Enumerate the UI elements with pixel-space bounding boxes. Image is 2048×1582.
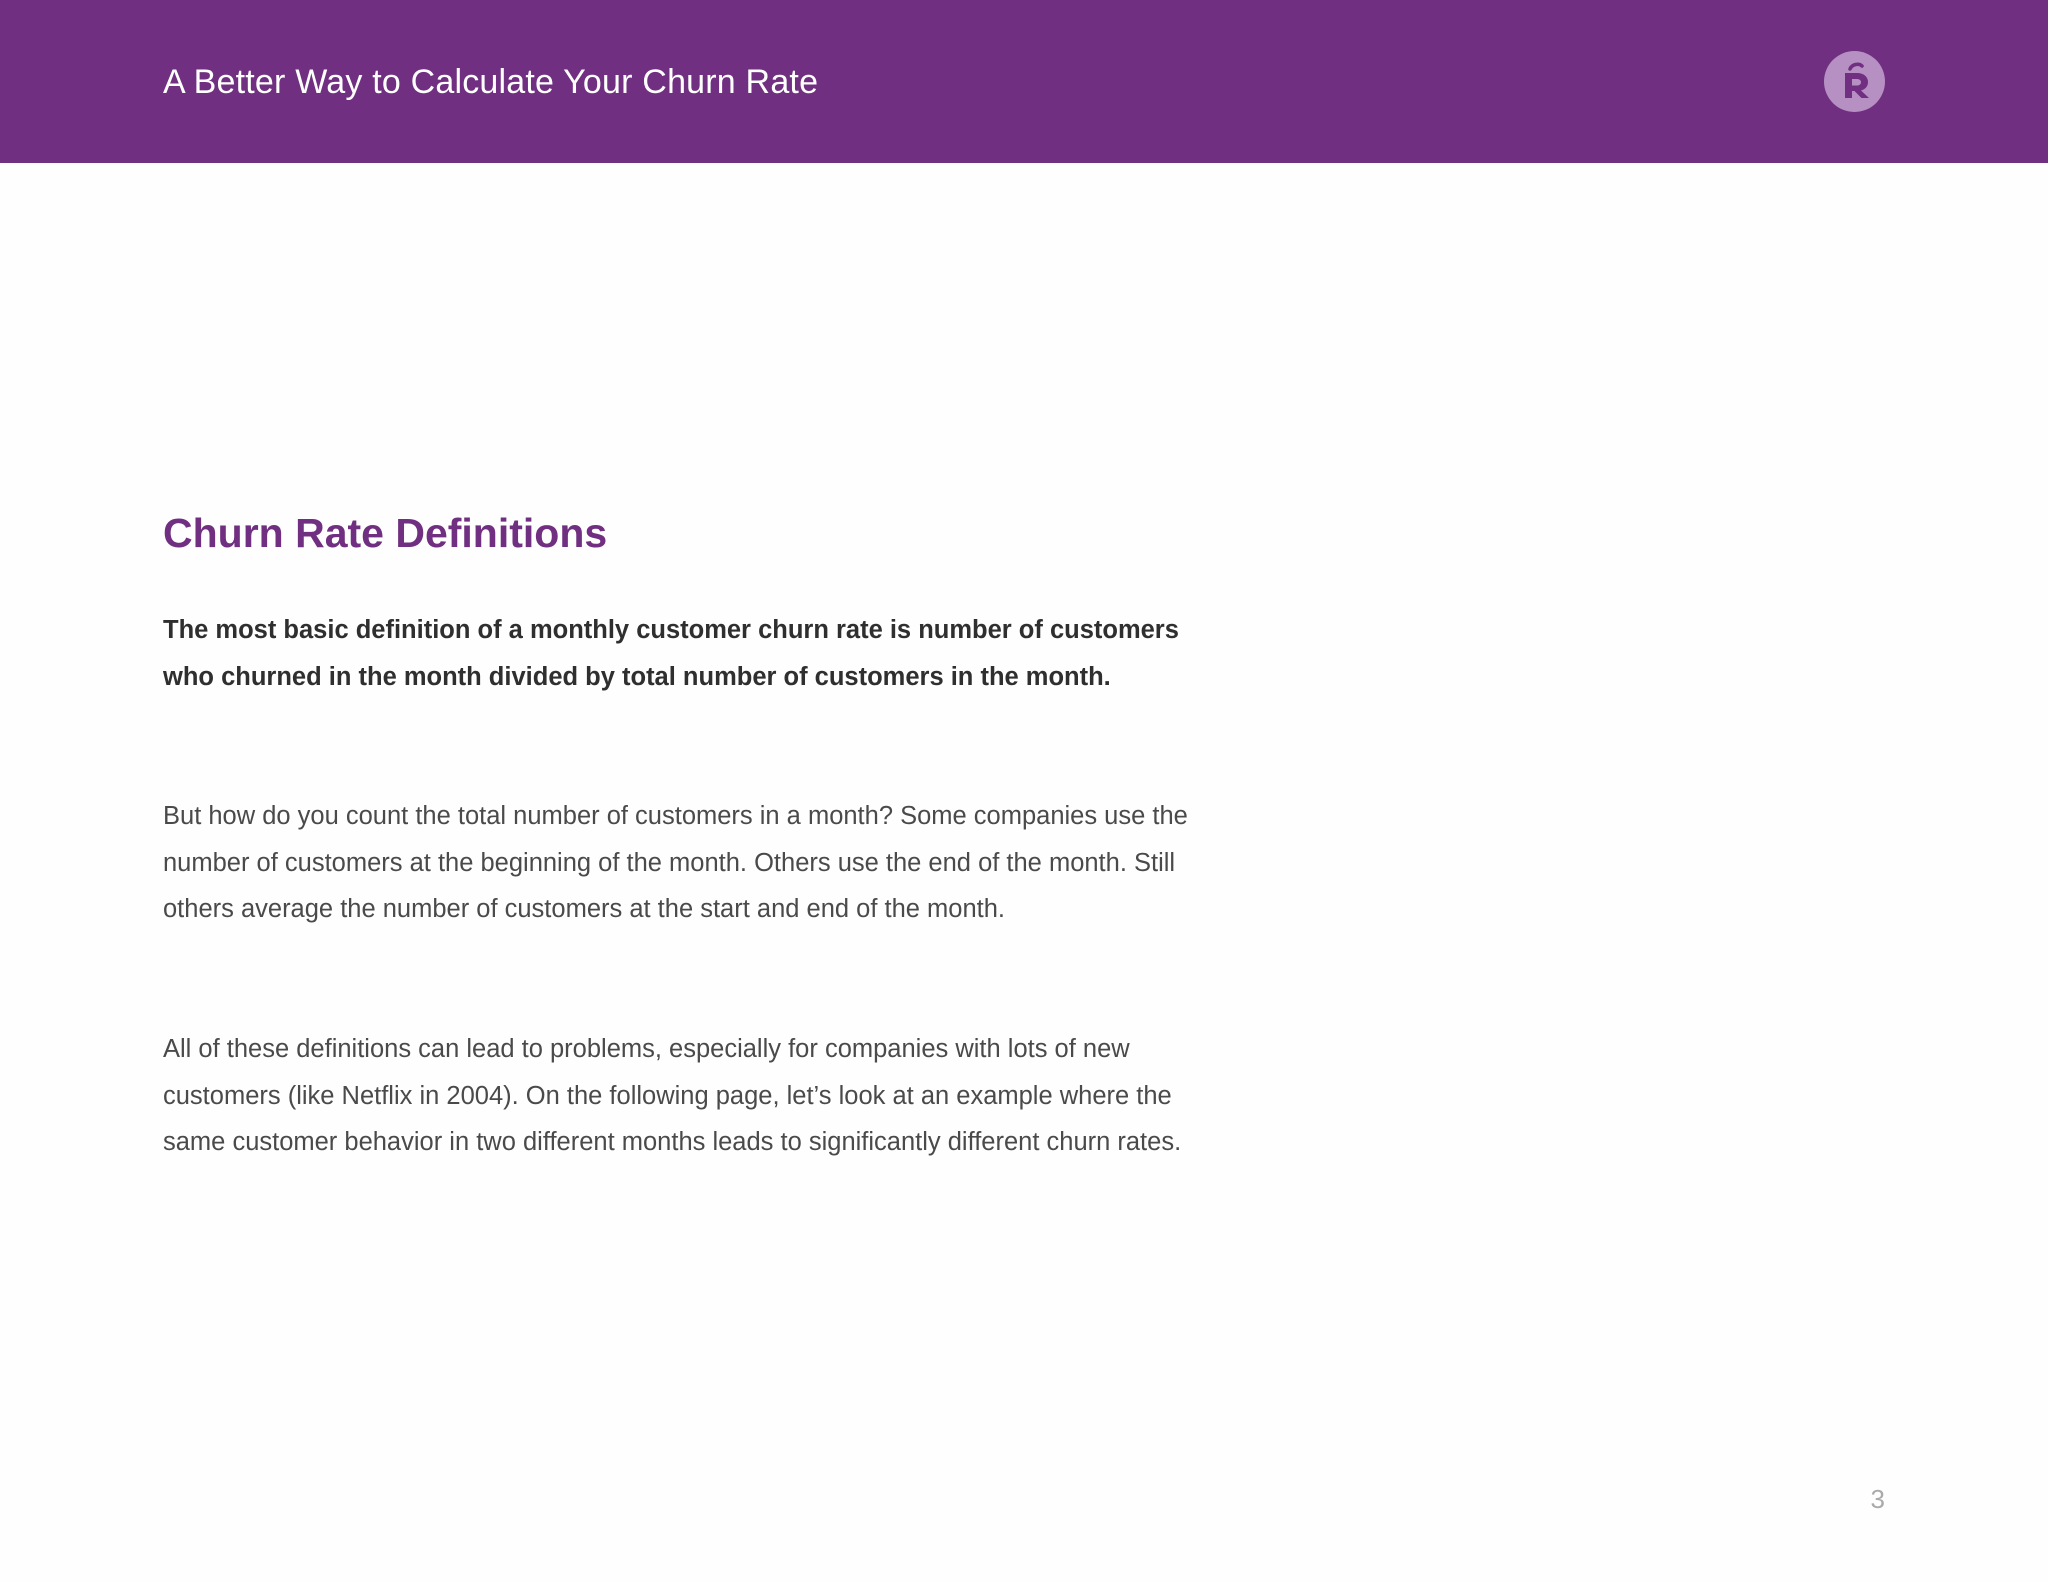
body-paragraph: But how do you count the total number of customers in a month? Some companies use the number of customers at the beginning of the month. Others use the end of the month. Still others average the number of customers at the start and end of the month.: [163, 802, 1188, 923]
body-paragraph: All of these definitions can lead to problems, especially for companies with lots of new customers (like Netflix in 2004). On the following page, let’s look at an example where the same customer behavior in two different months leads to significantly different churn rates.: [163, 1035, 1182, 1156]
r-logo-icon: [1824, 51, 1885, 112]
header-bar: [0, 0, 2048, 163]
document-title: A Better Way to Calculate Your Churn Rate: [163, 63, 819, 101]
lead-paragraph: The most basic definition of a monthly customer churn rate is number of customers who churned in the month divided by total number of customers in the month.: [163, 616, 1179, 691]
page-number: 3: [1870, 1484, 1885, 1514]
section-title: Churn Rate Definitions: [163, 510, 608, 556]
